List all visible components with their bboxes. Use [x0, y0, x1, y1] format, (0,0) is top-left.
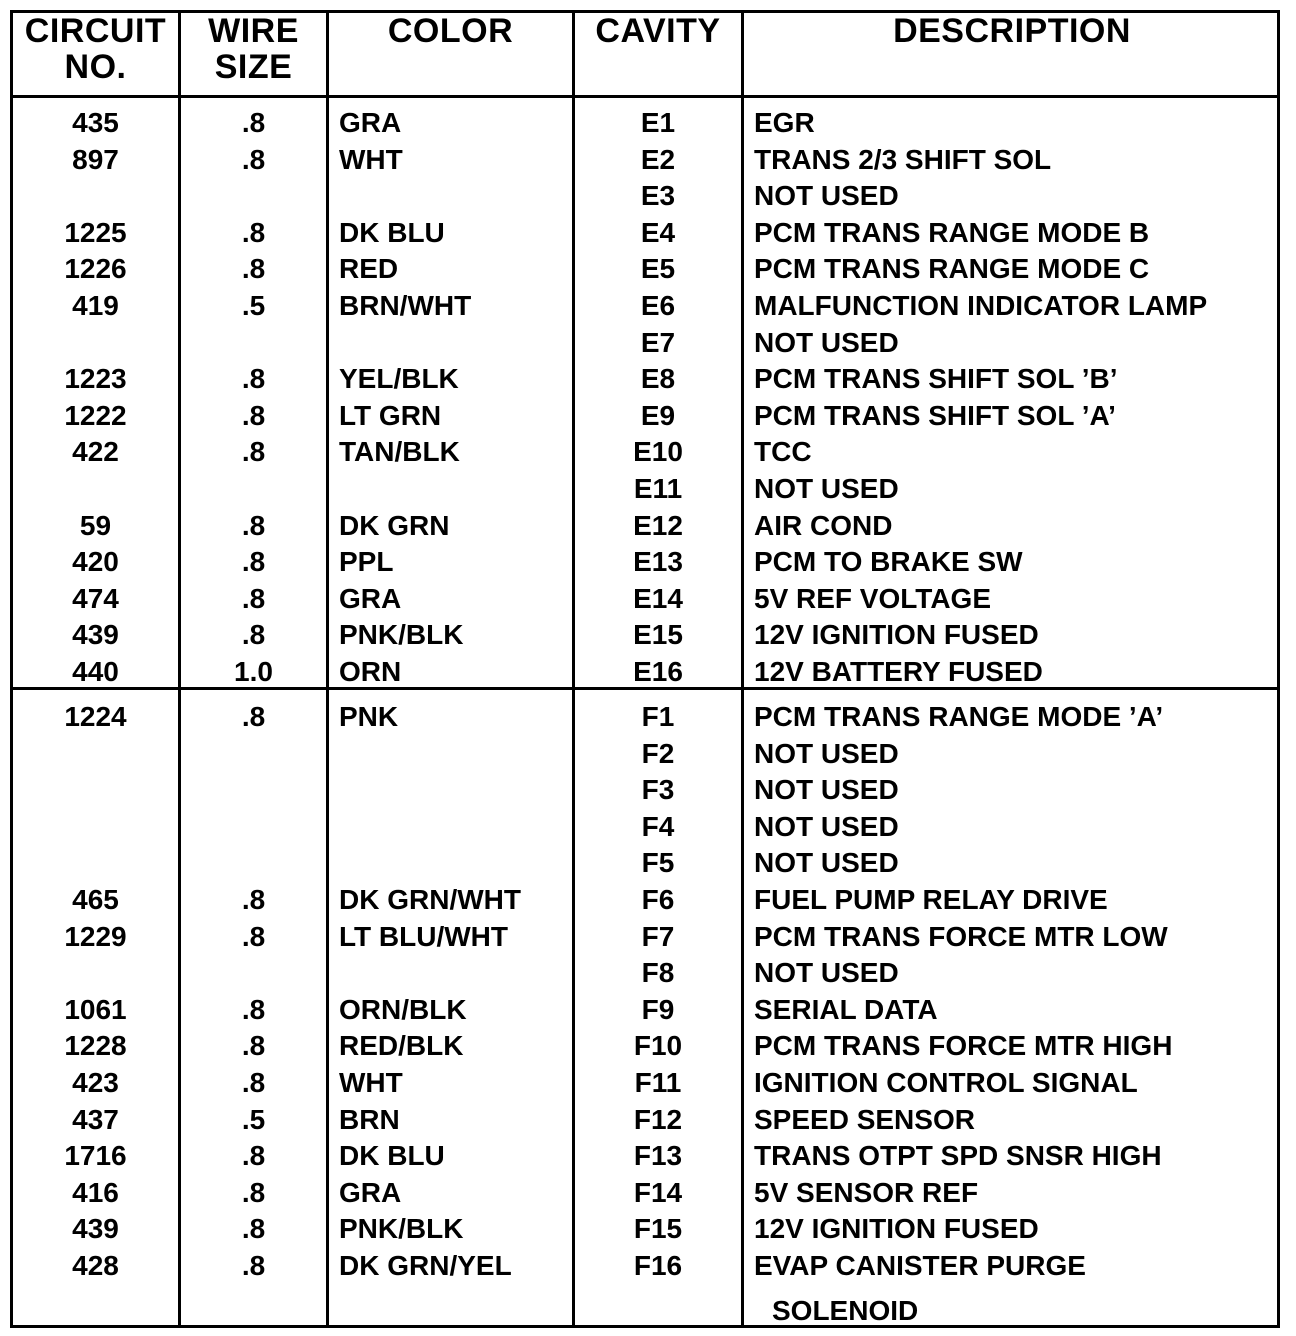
- header-description: DESCRIPTION: [893, 12, 1131, 50]
- cavity-cell: E15: [633, 619, 683, 651]
- table-row: [13, 215, 1277, 251]
- circuit-no-cell: [13, 809, 178, 845]
- circuit-no-cell: 897: [72, 143, 119, 175]
- circuit-no-cell: 439: [72, 619, 119, 651]
- wire-size-cell: .5: [241, 1103, 266, 1135]
- wire-size-cell: .8: [241, 436, 266, 468]
- cavity-cell: F13: [633, 1140, 683, 1172]
- wire-size-cell: .8: [241, 920, 266, 952]
- color-cell: [339, 325, 579, 361]
- cavity-cell: F1: [641, 701, 675, 732]
- color-cell: BRN/WHT: [339, 290, 472, 321]
- color-cell: [339, 845, 579, 881]
- table-row: [13, 919, 1277, 955]
- color-cell: YEL/BLK: [339, 363, 459, 395]
- table-row: [13, 142, 1277, 178]
- circuit-no-cell: 1222: [64, 399, 127, 431]
- color-cell: BRN: [339, 1103, 400, 1135]
- table-row: [13, 581, 1277, 617]
- wire-size-cell: .8: [241, 993, 266, 1025]
- description-cell: PCM TRANS RANGE MODE ’A’: [754, 701, 1164, 732]
- wire-size-cell: .8: [241, 253, 266, 285]
- description-cell: MALFUNCTION INDICATOR LAMP: [754, 290, 1208, 321]
- color-cell: DK BLU: [339, 216, 445, 248]
- color-cell: [339, 178, 579, 214]
- color-cell: PNK: [339, 701, 399, 732]
- cavity-cell: E6: [640, 290, 676, 321]
- table-row: [13, 434, 1277, 470]
- table-row: [13, 361, 1277, 397]
- table-row: [13, 736, 1277, 772]
- table-row: [13, 1175, 1277, 1211]
- description-cell: 12V IGNITION FUSED: [754, 619, 1039, 651]
- color-cell: PPL: [339, 546, 394, 578]
- cavity-cell: E14: [633, 582, 683, 614]
- description-cell: TCC: [754, 436, 812, 468]
- description-cell: TRANS 2/3 SHIFT SOL: [754, 143, 1052, 175]
- table-row: [13, 617, 1277, 653]
- cavity-cell: F14: [633, 1176, 683, 1208]
- wire-size-cell: .8: [241, 1140, 266, 1172]
- table-row: [13, 1138, 1277, 1174]
- cavity-cell: F11: [634, 1067, 682, 1098]
- circuit-no-cell: 465: [72, 884, 119, 915]
- cavity-cell: E11: [633, 473, 683, 504]
- table-row: [13, 398, 1277, 434]
- cavity-cell: F5: [641, 847, 675, 879]
- circuit-no-cell: 1223: [64, 363, 127, 395]
- wire-size-cell: .8: [241, 1067, 266, 1098]
- color-cell: GRA: [339, 582, 402, 614]
- description-cell: PCM TRANS FORCE MTR LOW: [754, 920, 1168, 952]
- cavity-cell: E9: [640, 399, 676, 431]
- cavity-cell: F7: [641, 920, 675, 952]
- circuit-no-cell: 420: [72, 546, 119, 578]
- circuit-no-cell: 435: [72, 107, 119, 138]
- wire-size-cell: .8: [241, 619, 266, 651]
- color-cell: [339, 736, 579, 772]
- circuit-no-cell: 1061: [64, 993, 127, 1025]
- table-row: [13, 955, 1277, 991]
- cavity-cell: E12: [633, 509, 683, 541]
- cavity-cell: E3: [640, 180, 676, 212]
- cavity-cell: F15: [633, 1213, 683, 1245]
- table-row: [13, 992, 1277, 1028]
- color-cell: RED: [339, 253, 399, 285]
- wire-size-cell: [181, 772, 326, 808]
- table-row: [13, 699, 1277, 735]
- description-cell: PCM TRANS FORCE MTR HIGH: [754, 1030, 1173, 1062]
- color-cell: PNK/BLK: [339, 1213, 464, 1245]
- table-row: [13, 772, 1277, 808]
- table-row: [13, 809, 1277, 845]
- color-cell: GRA: [339, 107, 402, 138]
- table-row: [13, 471, 1277, 507]
- table-row: [13, 544, 1277, 580]
- table-row: [13, 1065, 1277, 1101]
- color-cell: ORN: [339, 656, 402, 687]
- cavity-cell: F4: [641, 810, 675, 842]
- color-cell: DK GRN: [339, 509, 450, 541]
- table-row: [13, 654, 1277, 690]
- color-cell: ORN/BLK: [339, 993, 467, 1025]
- description-cell: NOT USED: [754, 180, 899, 212]
- circuit-no-cell: 440: [72, 656, 119, 687]
- color-cell: WHT: [339, 1067, 403, 1098]
- description-cell: NOT USED: [754, 473, 899, 504]
- description-cell: NOT USED: [754, 957, 899, 989]
- description-cell: 12V BATTERY FUSED: [754, 656, 1043, 687]
- table-row: [13, 178, 1277, 214]
- description-cell: AIR COND: [754, 509, 893, 541]
- description-cell: NOT USED: [754, 326, 899, 358]
- description-cell: PCM TRANS SHIFT SOL ’B’: [754, 363, 1118, 395]
- circuit-no-cell: 422: [72, 436, 119, 468]
- wire-size-cell: .8: [241, 107, 266, 138]
- table-row: [13, 1211, 1277, 1247]
- table-row: [13, 1102, 1277, 1138]
- description-cell: TRANS OTPT SPD SNSR HIGH: [754, 1140, 1162, 1172]
- description-cell: EVAP CANISTER PURGE: [754, 1250, 1086, 1281]
- header-wire-size: WIRE SIZE: [208, 12, 299, 86]
- circuit-no-cell: [13, 178, 178, 214]
- header-color: COLOR: [387, 12, 514, 50]
- wire-size-cell: .8: [241, 1213, 266, 1245]
- description-cell: 5V SENSOR REF: [754, 1176, 979, 1208]
- circuit-no-cell: 1226: [64, 253, 127, 285]
- color-cell: GRA: [339, 1176, 402, 1208]
- color-cell: DK GRN/YEL: [339, 1250, 512, 1281]
- cavity-cell: F12: [633, 1103, 683, 1135]
- wire-size-cell: .8: [241, 143, 266, 175]
- wire-size-cell: .8: [241, 1250, 266, 1281]
- cavity-cell: E7: [640, 326, 676, 358]
- cavity-cell: F3: [641, 774, 675, 806]
- wire-size-cell: [181, 955, 326, 991]
- wire-size-cell: .8: [241, 1176, 266, 1208]
- circuit-no-cell: [13, 955, 178, 991]
- description-cell: 12V IGNITION FUSED: [754, 1213, 1039, 1245]
- color-cell: [339, 955, 579, 991]
- wire-size-cell: [181, 845, 326, 881]
- color-cell: [339, 471, 579, 507]
- description-cell: NOT USED: [754, 737, 899, 769]
- cavity-cell: E13: [633, 546, 683, 578]
- wire-size-cell: .8: [241, 546, 266, 578]
- circuit-no-cell: 437: [72, 1103, 119, 1135]
- color-cell: LT BLU/WHT: [339, 920, 508, 952]
- circuit-no-cell: 416: [72, 1176, 119, 1208]
- wire-size-cell: [181, 471, 326, 507]
- color-cell: [339, 772, 579, 808]
- circuit-no-cell: 439: [72, 1213, 119, 1245]
- wire-size-cell: .8: [241, 399, 266, 431]
- circuit-no-cell: 423: [72, 1067, 119, 1098]
- cavity-cell: F2: [641, 737, 675, 769]
- description-cell: PCM TRANS RANGE MODE B: [754, 216, 1150, 248]
- cavity-cell: F10: [633, 1030, 683, 1062]
- wire-size-cell: .8: [241, 363, 266, 395]
- wire-size-cell: [181, 809, 326, 845]
- description-cell: SERIAL DATA: [754, 993, 938, 1025]
- cavity-cell: F16: [633, 1250, 683, 1281]
- color-cell: WHT: [339, 143, 403, 175]
- table-row: [13, 1248, 1277, 1284]
- table-row: [13, 508, 1277, 544]
- header-circuit-no: CIRCUIT NO.: [24, 12, 167, 86]
- circuit-no-cell: [13, 845, 178, 881]
- description-cell: PCM TRANS RANGE MODE C: [754, 253, 1150, 285]
- table-row: [13, 251, 1277, 287]
- cavity-cell: E16: [633, 656, 683, 687]
- description-cell: PCM TRANS SHIFT SOL ’A’: [754, 399, 1116, 431]
- circuit-no-cell: 1229: [64, 920, 127, 952]
- description-cell: PCM TO BRAKE SW: [754, 546, 1023, 578]
- circuit-no-cell: [13, 471, 178, 507]
- description-cell: SPEED SENSOR: [754, 1103, 975, 1135]
- color-cell: RED/BLK: [339, 1030, 464, 1062]
- cavity-cell: E1: [640, 107, 676, 138]
- table-row: [13, 845, 1277, 881]
- description-cell: NOT USED: [754, 774, 899, 806]
- wire-size-cell: [181, 178, 326, 214]
- cavity-cell: F9: [641, 993, 675, 1025]
- cavity-cell: E10: [633, 436, 683, 468]
- circuit-no-cell: [13, 772, 178, 808]
- wire-size-cell: .5: [241, 290, 266, 321]
- wire-size-cell: [181, 736, 326, 772]
- table-row: [13, 882, 1277, 918]
- cavity-cell: E2: [640, 143, 676, 175]
- description-cell: NOT USED: [754, 810, 899, 842]
- wire-size-cell: 1.0: [234, 656, 273, 687]
- cavity-cell: E5: [640, 253, 676, 285]
- circuit-no-cell: [13, 736, 178, 772]
- wire-size-cell: .8: [241, 884, 266, 915]
- color-cell: DK GRN/WHT: [339, 884, 521, 915]
- table-row: [13, 1028, 1277, 1064]
- wire-size-cell: .8: [241, 216, 266, 248]
- circuit-no-cell: 419: [72, 290, 119, 321]
- description-cell: IGNITION CONTROL SIGNAL: [754, 1067, 1138, 1098]
- color-cell: DK BLU: [339, 1140, 445, 1172]
- connector-pinout-table: [10, 10, 1280, 1328]
- cavity-cell: E8: [640, 363, 676, 395]
- description-cell: NOT USED: [754, 847, 899, 879]
- circuit-no-cell: 428: [72, 1250, 119, 1281]
- color-cell: [339, 809, 579, 845]
- cavity-cell: F6: [641, 884, 675, 915]
- circuit-no-cell: 1225: [64, 216, 127, 248]
- circuit-no-cell: 1228: [64, 1030, 127, 1062]
- table-row: [13, 288, 1277, 324]
- description-cell: EGR: [754, 107, 815, 138]
- cavity-cell: F8: [641, 957, 675, 989]
- color-cell: LT GRN: [339, 399, 442, 431]
- circuit-no-cell: [13, 325, 178, 361]
- f16-description-continued: SOLENOID: [772, 1295, 919, 1326]
- wire-size-cell: .8: [241, 509, 266, 541]
- wire-size-cell: [181, 325, 326, 361]
- color-cell: TAN/BLK: [339, 436, 460, 468]
- wire-size-cell: .8: [241, 701, 266, 732]
- table-row: [13, 105, 1277, 141]
- description-cell: FUEL PUMP RELAY DRIVE: [754, 884, 1108, 915]
- circuit-no-cell: 474: [72, 582, 119, 614]
- wire-size-cell: .8: [241, 1030, 266, 1062]
- description-cell: 5V REF VOLTAGE: [754, 582, 991, 614]
- circuit-no-cell: 59: [79, 509, 112, 541]
- cavity-cell: E4: [640, 216, 676, 248]
- color-cell: PNK/BLK: [339, 619, 464, 651]
- wire-size-cell: .8: [241, 582, 266, 614]
- circuit-no-cell: 1224: [64, 701, 127, 732]
- circuit-no-cell: 1716: [64, 1140, 127, 1172]
- header-cavity: CAVITY: [595, 12, 721, 50]
- table-row: [13, 325, 1277, 361]
